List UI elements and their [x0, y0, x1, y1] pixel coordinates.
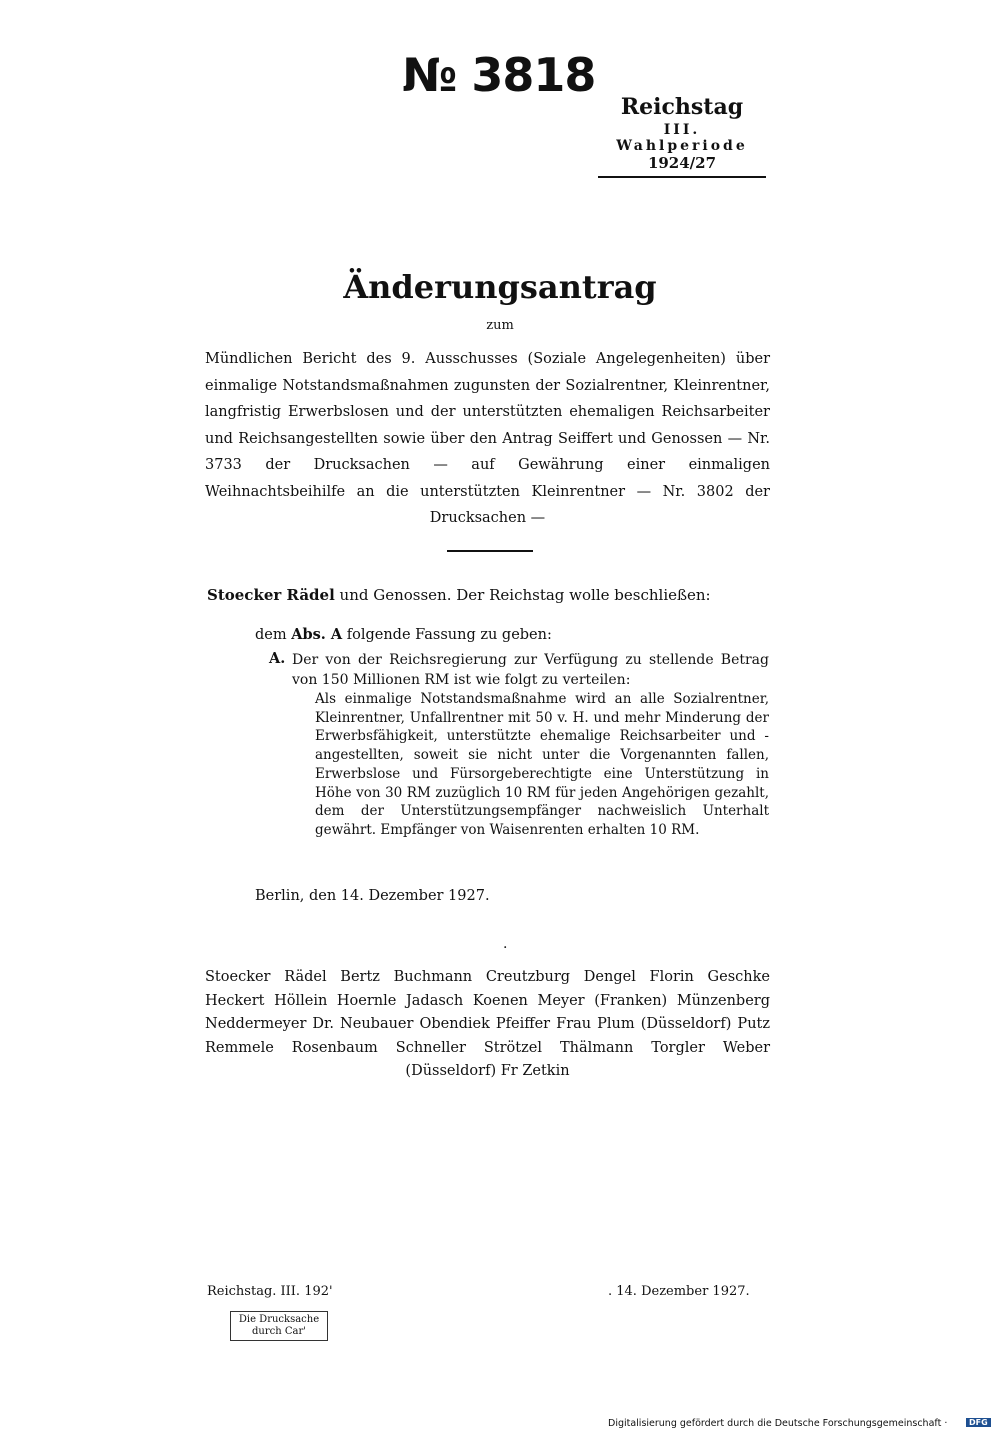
amendment-intro [255, 626, 552, 643]
title-connector: zum [486, 318, 514, 333]
print-stamp [230, 1311, 328, 1341]
digitization-credit: Digitalisierung gefördert durch die Deutsche Forschungsgemeinschaft · [608, 1418, 948, 1429]
section-divider [447, 550, 533, 552]
movers: Stoecker Rädel [207, 586, 335, 604]
amendment-intro-post: folgende Fassung zu geben: [346, 627, 552, 643]
document-number: № 3818 [402, 48, 596, 102]
parliament-name: Reichstag [620, 94, 744, 120]
motion-text: und Genossen. Der Reichstag wolle beschließen: [339, 586, 711, 604]
item-letter: A. [269, 650, 286, 667]
distribution-paragraph: Als einmalige Notstandsmaßnahme wird an alle Sozialrentner, Kleinrentner, Unfallrentner mit 50 v. H. und mehr Minderung der Erwerbsfähigkeit, unterstützte ehemalige Reichsarbeiter und -angestellten, soweit sie nicht unter die Vorgenannten fallen, Erwerbslose und Fürsorgeberechtigte eine Unterstützung in Höhe von 30 RM zuzüglich 10 RM für jeden Angehörigen gezahlt, dem der Unterstützungsempfänger nachweislich Unterhalt gewährt. Empfänger von Waisenrenten erhalten 10 RM. [315, 691, 769, 838]
document-title: Änderungsantrag [343, 268, 657, 306]
footer-right: . 14. Dezember 1927. [608, 1284, 750, 1299]
parliament-block [596, 94, 768, 178]
reference-paragraph: Mündlichen Bericht des 9. Ausschusses (Soziale Angelegenheiten) über einmalige Notstandsmaßnahmen zugunsten der Sozialrentner, Kleinrentner, langfristig Erwerbslosen und der unterstützten ehemaligen Reichsarbeiter und Reichsangestellten sowie über den Antrag Seiffert und Genossen — Nr. 3733 der Drucksachen — auf Gewährung einer einmaligen Weihnachtsbeihilfe an die unterstützten Kleinrentner — Nr. 3802 der Drucksachen — [205, 351, 770, 526]
separator-dot: · [503, 940, 508, 956]
stamp-line-1: Die Drucksache [238, 1314, 320, 1325]
dfg-logo: DFG [966, 1418, 991, 1427]
amendment-intro-pre: dem [255, 627, 287, 643]
amendment-section-ref: Abs. A [291, 626, 343, 643]
stamp-line-2: durch Car' [252, 1326, 306, 1337]
electoral-period: III. Wahlperiode [616, 122, 748, 154]
header-rule [598, 176, 766, 178]
place-date: Berlin, den 14. Dezember 1927. [255, 888, 490, 904]
footer-left: Reichstag. III. 192' [207, 1284, 333, 1299]
motion-line [207, 586, 767, 604]
item-text: Der von der Reichsregierung zur Verfügung zu stellende Betrag von 150 Millionen RM ist wie folgt zu verteilen: [292, 652, 769, 688]
signatories: Stoecker Rädel Bertz Buchmann Creutzburg Dengel Florin Geschke Heckert Höllein Hoernle Jadasch Koenen Meyer (Franken) Münzenberg Neddermeyer Dr. Neubauer Obendiek Pfeiffer Frau Plum (Düsseldorf) Putz Remmele Rosenbaum Schneller Strötzel Thälmann Torgler Weber (Düsseldorf) Fr Zetkin [205, 969, 770, 1079]
period-years: 1924/27 [647, 154, 717, 172]
